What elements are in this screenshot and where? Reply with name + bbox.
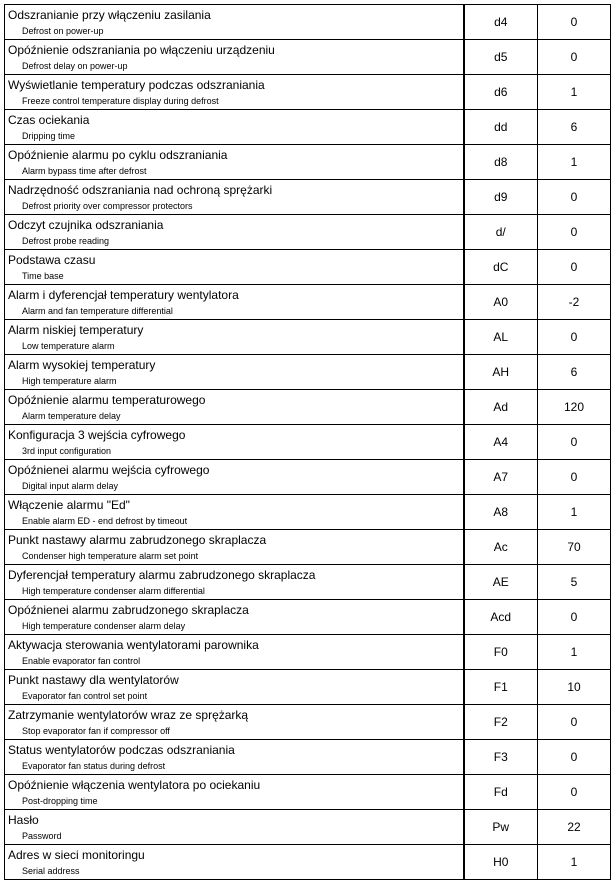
table-row bbox=[5, 775, 611, 810]
polish-description: Opóźnienie odszraniania po włączeniu urządzeniu bbox=[8, 43, 275, 57]
description-cell bbox=[5, 5, 464, 40]
description-cell bbox=[5, 460, 464, 495]
polish-description: Podstawa czasu bbox=[8, 253, 96, 267]
english-description: Defrost probe reading bbox=[22, 236, 110, 246]
parameter-table bbox=[4, 4, 611, 880]
description-cell bbox=[5, 110, 464, 145]
polish-description: Odczyt czujnika odszraniania bbox=[8, 218, 164, 232]
table-row bbox=[5, 40, 611, 75]
parameter-value: 1 bbox=[538, 75, 611, 110]
parameter-value: 0 bbox=[538, 180, 611, 215]
parameter-value: -2 bbox=[538, 285, 611, 320]
description-cell bbox=[5, 320, 464, 355]
english-description: Dripping time bbox=[22, 131, 76, 141]
description-cell bbox=[5, 390, 464, 425]
parameter-value: 0 bbox=[538, 250, 611, 285]
parameter-value: 22 bbox=[538, 810, 611, 845]
table-row bbox=[5, 810, 611, 845]
parameter-value: 0 bbox=[538, 320, 611, 355]
table-row bbox=[5, 180, 611, 215]
description-cell bbox=[5, 285, 464, 320]
description-cell bbox=[5, 635, 464, 670]
description-cell bbox=[5, 810, 464, 845]
polish-description: Opóźnienei alarmu wejścia cyfrowego bbox=[8, 463, 210, 477]
polish-description: Zatrzymanie wentylatorów wraz ze sprężarką bbox=[8, 708, 249, 722]
polish-description: Aktywacja sterowania wentylatorami parownika bbox=[8, 638, 259, 652]
parameter-code: d9 bbox=[464, 180, 538, 215]
english-description: Alarm and fan temperature differential bbox=[22, 306, 173, 316]
table-row bbox=[5, 670, 611, 705]
polish-description: Adres w sieci monitoringu bbox=[8, 848, 145, 862]
english-description: Post-dropping time bbox=[22, 796, 98, 806]
table-row bbox=[5, 705, 611, 740]
table-row bbox=[5, 355, 611, 390]
parameter-value: 5 bbox=[538, 565, 611, 600]
table-row bbox=[5, 565, 611, 600]
parameter-code: A8 bbox=[464, 495, 538, 530]
polish-description: Dyferencjał temperatury alarmu zabrudzonego skraplacza bbox=[8, 568, 316, 582]
polish-description: Czas ociekania bbox=[8, 113, 90, 127]
table-row bbox=[5, 75, 611, 110]
table-row bbox=[5, 250, 611, 285]
parameter-value: 1 bbox=[538, 845, 611, 880]
parameter-value: 1 bbox=[538, 495, 611, 530]
parameter-code: F3 bbox=[464, 740, 538, 775]
description-cell bbox=[5, 670, 464, 705]
parameter-code: dd bbox=[464, 110, 538, 145]
description-cell bbox=[5, 250, 464, 285]
polish-description: Opóźnienie alarmu po cyklu odszraniania bbox=[8, 148, 228, 162]
parameter-value: 0 bbox=[538, 705, 611, 740]
description-cell bbox=[5, 495, 464, 530]
parameter-value: 6 bbox=[538, 355, 611, 390]
description-cell bbox=[5, 845, 464, 880]
parameter-value: 70 bbox=[538, 530, 611, 565]
polish-description: Wyświetlanie temperatury podczas odszraniania bbox=[8, 78, 265, 92]
english-description: Freeze control temperature display during defrost bbox=[22, 96, 219, 106]
parameter-code: Pw bbox=[464, 810, 538, 845]
polish-description: Alarm wysokiej temperatury bbox=[8, 358, 156, 372]
parameter-code: F1 bbox=[464, 670, 538, 705]
parameter-value: 0 bbox=[538, 600, 611, 635]
polish-description: Opóźnienie włączenia wentylatora po ociekaniu bbox=[8, 778, 261, 792]
parameter-code: AH bbox=[464, 355, 538, 390]
description-cell bbox=[5, 145, 464, 180]
description-cell bbox=[5, 40, 464, 75]
parameter-code: H0 bbox=[464, 845, 538, 880]
english-description: Enable alarm ED - end defrost by timeout bbox=[22, 516, 188, 526]
parameter-code: dC bbox=[464, 250, 538, 285]
parameter-value: 0 bbox=[538, 215, 611, 250]
parameter-value: 0 bbox=[538, 5, 611, 40]
description-cell bbox=[5, 75, 464, 110]
parameter-value: 0 bbox=[538, 740, 611, 775]
parameter-code: F2 bbox=[464, 705, 538, 740]
table-row bbox=[5, 740, 611, 775]
parameter-value: 6 bbox=[538, 110, 611, 145]
polish-description: Alarm niskiej temperatury bbox=[8, 323, 144, 337]
english-description: High temperature alarm bbox=[22, 376, 117, 386]
parameter-code: Ad bbox=[464, 390, 538, 425]
polish-description: Punkt nastawy dla wentylatorów bbox=[8, 673, 179, 687]
polish-description: Odszranianie przy włączeniu zasilania bbox=[8, 8, 211, 22]
english-description: Defrost on power-up bbox=[22, 26, 104, 36]
description-cell bbox=[5, 530, 464, 565]
table-row bbox=[5, 145, 611, 180]
table-row bbox=[5, 320, 611, 355]
english-description: Condenser high temperature alarm set point bbox=[22, 551, 199, 561]
english-description: Alarm temperature delay bbox=[22, 411, 121, 421]
polish-description: Konfiguracja 3 wejścia cyfrowego bbox=[8, 428, 186, 442]
parameter-code: d4 bbox=[464, 5, 538, 40]
parameter-code: Fd bbox=[464, 775, 538, 810]
description-cell bbox=[5, 355, 464, 390]
english-description: Password bbox=[22, 831, 62, 841]
polish-description: Opóźnienei alarmu zabrudzonego skraplacza bbox=[8, 603, 249, 617]
english-description: Time base bbox=[22, 271, 64, 281]
english-description: Defrost priority over compressor protectors bbox=[22, 201, 193, 211]
table-row bbox=[5, 425, 611, 460]
english-description: Serial address bbox=[22, 866, 80, 876]
description-cell bbox=[5, 565, 464, 600]
polish-description: Alarm i dyferencjał temperatury wentylatora bbox=[8, 288, 239, 302]
table-row bbox=[5, 635, 611, 670]
table-row bbox=[5, 390, 611, 425]
table-row bbox=[5, 530, 611, 565]
table-row bbox=[5, 5, 611, 40]
parameter-value: 10 bbox=[538, 670, 611, 705]
parameter-code: Ac bbox=[464, 530, 538, 565]
parameter-table-body bbox=[5, 5, 611, 880]
parameter-code: A7 bbox=[464, 460, 538, 495]
parameter-code: d8 bbox=[464, 145, 538, 180]
polish-description: Opóźnienie alarmu temperaturowego bbox=[8, 393, 206, 407]
description-cell bbox=[5, 740, 464, 775]
parameter-value: 120 bbox=[538, 390, 611, 425]
polish-description: Hasło bbox=[8, 813, 39, 827]
table-row bbox=[5, 600, 611, 635]
english-description: High temperature condenser alarm differential bbox=[22, 586, 205, 596]
description-cell bbox=[5, 775, 464, 810]
parameter-value: 0 bbox=[538, 40, 611, 75]
parameter-value: 1 bbox=[538, 635, 611, 670]
parameter-code: A0 bbox=[464, 285, 538, 320]
description-cell bbox=[5, 215, 464, 250]
polish-description: Status wentylatorów podczas odszraniania bbox=[8, 743, 235, 757]
parameter-value: 0 bbox=[538, 775, 611, 810]
table-row bbox=[5, 845, 611, 880]
english-description: Evaporator fan status during defrost bbox=[22, 761, 166, 771]
parameter-code: F0 bbox=[464, 635, 538, 670]
table-row bbox=[5, 215, 611, 250]
parameter-value: 1 bbox=[538, 145, 611, 180]
description-cell bbox=[5, 425, 464, 460]
parameter-value: 0 bbox=[538, 425, 611, 460]
polish-description: Punkt nastawy alarmu zabrudzonego skraplacza bbox=[8, 533, 267, 547]
parameter-code: d5 bbox=[464, 40, 538, 75]
parameter-code: d/ bbox=[464, 215, 538, 250]
english-description: Low temperature alarm bbox=[22, 341, 115, 351]
english-description: Alarm bypass time after defrost bbox=[22, 166, 147, 176]
table-row bbox=[5, 460, 611, 495]
parameter-code: d6 bbox=[464, 75, 538, 110]
english-description: Defrost delay on power-up bbox=[22, 61, 128, 71]
english-description: Enable evaporator fan control bbox=[22, 656, 141, 666]
parameter-code: Acd bbox=[464, 600, 538, 635]
description-cell bbox=[5, 705, 464, 740]
english-description: Evaporator fan control set point bbox=[22, 691, 148, 701]
polish-description: Nadrzędność odszraniania nad ochroną sprężarki bbox=[8, 183, 273, 197]
table-row bbox=[5, 285, 611, 320]
table-row bbox=[5, 110, 611, 145]
description-cell bbox=[5, 600, 464, 635]
english-description: Digital input alarm delay bbox=[22, 481, 119, 491]
english-description: Stop evaporator fan if compressor off bbox=[22, 726, 170, 736]
polish-description: Włączenie alarmu "Ed" bbox=[8, 498, 130, 512]
table-row bbox=[5, 495, 611, 530]
parameter-code: AE bbox=[464, 565, 538, 600]
parameter-code: AL bbox=[464, 320, 538, 355]
english-description: High temperature condenser alarm delay bbox=[22, 621, 186, 631]
english-description: 3rd input configuration bbox=[22, 446, 112, 456]
description-cell bbox=[5, 180, 464, 215]
parameter-code: A4 bbox=[464, 425, 538, 460]
parameter-value: 0 bbox=[538, 460, 611, 495]
